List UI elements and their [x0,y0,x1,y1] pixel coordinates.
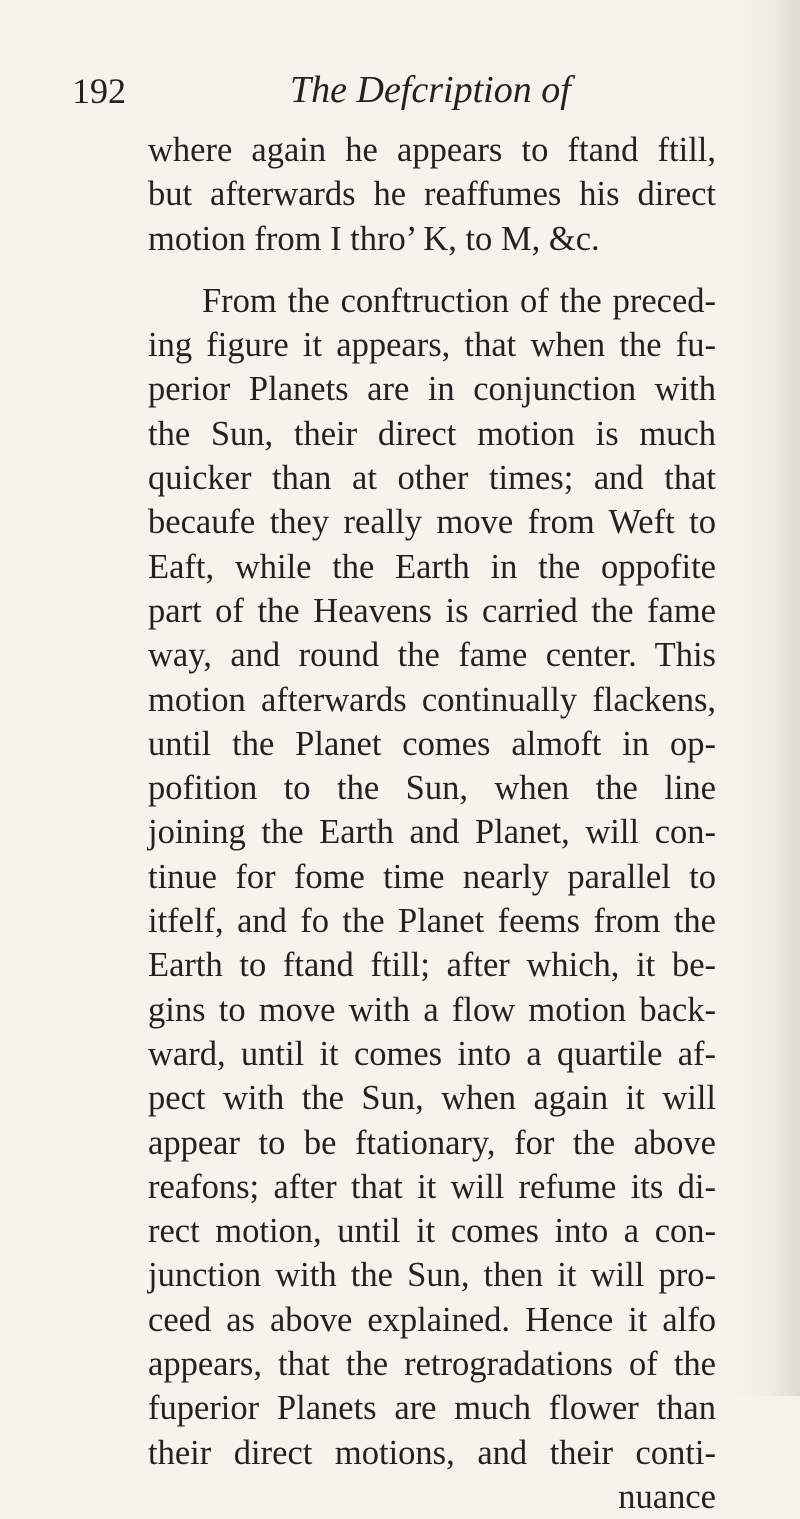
text-line: pofition to the Sun, when the line [148,769,716,808]
text-line: becaufe they really move from Weft to [148,503,716,542]
text-line: part of the Heavens is carried the fame [148,591,716,630]
page-number: 192 [72,71,126,111]
text-line: gins to move with a flow motion back- [148,990,716,1029]
running-head: The Defcription of [290,69,571,111]
text-line: rect motion, until it comes into a con- [148,1212,716,1251]
catchword: nuance [618,1477,716,1516]
text-line: appears, that the retrogradations of the [148,1345,716,1384]
paragraph-gap [148,261,716,279]
text-line: ward, until it comes into a quartile af- [148,1034,716,1073]
text-line: their direct motions, and their conti- [148,1433,716,1472]
text-line: itfelf, and fo the Planet feems from the [148,902,716,941]
text-line: motion afterwards continually flackens, [148,680,716,719]
text-line: Earth to ftand ftill; after which, it be- [148,946,716,985]
text-line: motion from I thro’ K, to M, &c. [148,219,600,258]
text-line: tinue for fome time nearly parallel to [148,857,716,896]
text-line: appear to be ftationary, for the above [148,1123,716,1162]
text-line: pect with the Sun, when again it will [148,1079,716,1118]
text-line: joining the Earth and Planet, will con- [148,813,716,852]
body-text [148,128,716,1519]
text-line: From the conftruction of the preced- [202,281,716,320]
text-line: fuperior Planets are much flower than [148,1389,716,1428]
text-line: Eaft, while the Earth in the oppofite [148,547,716,586]
text-line: ceed as above explained. Hence it alfo [148,1300,716,1339]
text-line: until the Planet comes almoft in op- [148,724,716,763]
text-line: quicker than at other times; and that [148,459,716,498]
text-line: ing figure it appears, that when the fu- [148,326,716,365]
text-line: way, and round the fame center. This [148,636,716,675]
text-line: the Sun, their direct motion is much [148,414,716,453]
text-line: where again he appears to ftand ftill, [148,131,716,169]
text-line: junction with the Sun, then it will pro- [148,1256,716,1295]
text-line: but afterwards he reaffumes his direct [148,175,716,214]
text-line: reafons; after that it will refume its di- [148,1167,716,1206]
text-line: perior Planets are in conjunction with [148,370,716,409]
